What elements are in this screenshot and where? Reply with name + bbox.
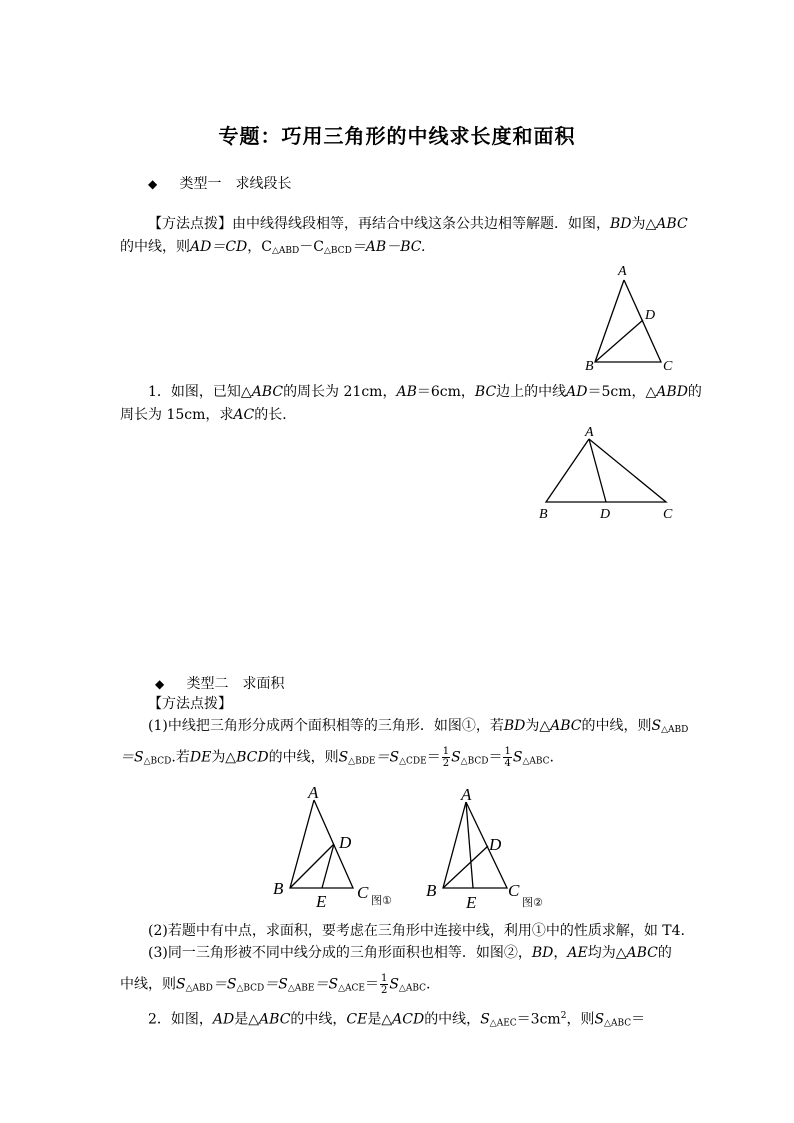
- vertex-label-a: A: [585, 425, 594, 440]
- vertex-label-e: E: [466, 893, 477, 912]
- tip-line-1: [148, 213, 688, 235]
- tip-text: 的: [657, 945, 672, 961]
- tip-text: 为△: [631, 216, 657, 232]
- bullet-icon: ◆: [148, 177, 158, 191]
- q-var: AD: [566, 384, 588, 400]
- tip-text: 为△: [211, 749, 237, 766]
- q-text: ＝5cm，△: [587, 384, 657, 400]
- tip-text: 均为△: [587, 945, 627, 961]
- subscript: △BCD: [323, 246, 352, 256]
- vertex-label-a: A: [461, 785, 472, 804]
- vertex-label-a: A: [618, 264, 627, 279]
- question-1-line-1: [148, 381, 702, 403]
- fraction-numerator: 1: [504, 746, 511, 757]
- vertex-label-c: C: [508, 881, 520, 900]
- tip-var: ABC: [656, 216, 688, 232]
- tip-var: S: [512, 749, 523, 766]
- subscript: △BCD: [236, 983, 265, 994]
- q-var: S: [480, 1011, 490, 1028]
- vertex-label-d: D: [339, 833, 352, 852]
- q-var: S: [594, 1011, 605, 1028]
- tip-var: BD: [503, 718, 526, 734]
- q-text: 的: [687, 384, 702, 400]
- tip-var: AE: [567, 945, 588, 961]
- tip-var: DE: [189, 749, 212, 766]
- fraction-denominator: 2: [380, 985, 388, 996]
- fraction-denominator: 2: [442, 758, 450, 769]
- bullet-icon: ◆: [155, 677, 165, 691]
- q-var: AC: [233, 407, 255, 423]
- tip2-line-2: [120, 746, 554, 773]
- tip-var: S: [338, 749, 349, 766]
- tip-head: 【方法点拨】: [148, 216, 232, 232]
- median-bd: [443, 846, 488, 888]
- q-text: 周长为 15cm，求: [120, 407, 234, 423]
- vertex-label-b: B: [426, 881, 437, 900]
- fraction: [442, 746, 450, 769]
- subscript: △ABD: [272, 246, 300, 256]
- tip-text: 由中线得线段相等，再结合中线这条公共边相等解题．如图，: [232, 216, 610, 232]
- tip-text: －C: [299, 239, 324, 255]
- section-type2: [155, 673, 285, 695]
- fraction: [503, 746, 511, 769]
- tip-var: S: [176, 976, 186, 993]
- triangle-outline: [546, 439, 666, 502]
- q-text: 的中线，: [424, 1011, 481, 1028]
- subscript: △ACE: [338, 983, 365, 994]
- subscript: △ABC: [522, 756, 550, 767]
- subscript: △ABD: [661, 725, 689, 735]
- figure-caption: 图②: [522, 896, 543, 909]
- tip-eq: ＝AB－BC.: [351, 239, 426, 255]
- subscript: △BCD: [143, 756, 172, 767]
- vertex-label-d: D: [645, 308, 656, 323]
- fraction: [380, 973, 388, 996]
- tip-text: ＝: [488, 749, 503, 766]
- tip-var: BCD: [236, 749, 269, 766]
- tip2-line-1: [148, 715, 688, 741]
- tip-var: BD: [610, 216, 632, 232]
- tip-var: ＝S: [264, 976, 288, 993]
- section-label: 类型一 求线段长: [179, 176, 292, 192]
- tip-text: (3)同一三角形被不同中线分成的三角形面积也相等．如图②，: [148, 945, 532, 961]
- vertex-label-c: C: [357, 883, 369, 902]
- subscript: △ABE: [287, 983, 315, 994]
- figure-tip-triangle: [575, 258, 685, 378]
- q-text: 是△: [234, 1011, 260, 1028]
- tip-var: S: [651, 718, 662, 734]
- tip-text: 的中线，则: [120, 239, 190, 255]
- vertex-label-c: C: [663, 359, 673, 374]
- figure-caption: 图①: [371, 894, 392, 907]
- tip-text: 中线，则: [120, 976, 176, 993]
- tip-text: ＝: [364, 976, 379, 993]
- median-line: [589, 439, 606, 502]
- subscript: △AEC: [489, 1018, 517, 1029]
- tip2-line-4: [148, 942, 672, 964]
- vertex-label-d: D: [600, 507, 611, 522]
- tip-var: ＝S: [212, 976, 237, 993]
- tip-var: ＝S: [120, 749, 144, 766]
- figure-1: [265, 780, 415, 915]
- q-var: CE: [346, 1011, 368, 1028]
- tip2-line-3: (2)若题中有中点，求面积，要考虑在三角形中连接中线，利用①中的性质求解，如 T4.: [148, 923, 685, 939]
- q-text: 是△: [367, 1011, 393, 1028]
- q-text: ，则: [566, 1011, 595, 1028]
- tip-eq: AD＝CD: [190, 239, 248, 255]
- vertex-label-c: C: [663, 507, 673, 522]
- q-text: 边上的中线: [496, 384, 567, 400]
- superscript: 2: [560, 1011, 567, 1021]
- fraction-numerator: 1: [380, 973, 388, 984]
- q-text: ＝: [631, 1011, 646, 1028]
- tip-text: ＝: [426, 749, 441, 766]
- q-text: 的中线，: [290, 1011, 347, 1028]
- tip2-line-5: [120, 973, 430, 1000]
- tip-var: BD: [531, 945, 554, 961]
- vertex-label-e: E: [316, 892, 327, 911]
- q-var: AD: [212, 1011, 235, 1028]
- vertex-label-b: B: [539, 507, 548, 522]
- tip-text: 为△: [525, 718, 551, 734]
- q-text: 的周长为 21cm，: [283, 384, 397, 400]
- q-text: ＝6cm，: [416, 384, 475, 400]
- tip-var: ＝S: [375, 749, 400, 766]
- subscript: △CDE: [399, 756, 427, 767]
- figure-q1-triangle: [530, 422, 690, 526]
- subscript: △ABC: [604, 1018, 632, 1029]
- tip-text: .若: [171, 749, 190, 766]
- q-text: ＝3cm: [516, 1011, 561, 1028]
- question-1-line-2: [120, 404, 296, 426]
- figure-2: [420, 780, 570, 915]
- tip-var: ＝S: [314, 976, 339, 993]
- q-text: 的长．: [254, 407, 297, 423]
- fraction-numerator: 1: [442, 746, 450, 757]
- q-var: BC: [474, 384, 497, 400]
- fraction-denominator: 4: [504, 758, 511, 769]
- tip-text: ，C: [247, 239, 272, 255]
- q-var: AB: [396, 384, 417, 400]
- vertex-label-d: D: [489, 835, 502, 854]
- tip-var: S: [389, 976, 399, 993]
- subscript: △ABD: [185, 983, 213, 994]
- tip-text: .: [426, 976, 431, 993]
- subscript: △ABC: [398, 983, 427, 994]
- vertex-label-a: A: [308, 783, 319, 802]
- tip-text: .: [549, 749, 554, 766]
- tip-var: ABC: [626, 945, 658, 961]
- q-var: ABD: [656, 384, 688, 400]
- tip-text: 的中线，则: [581, 718, 652, 734]
- subscript: △BCD: [460, 756, 489, 767]
- tip-head-2: 【方法点拨】: [148, 696, 232, 712]
- section-type1: [148, 173, 292, 195]
- tip-text: 的中线，则: [268, 749, 339, 766]
- tip-var: ABC: [550, 718, 582, 734]
- subscript: △BDE: [348, 756, 376, 767]
- page-title: 专题：巧用三角形的中线求长度和面积: [218, 124, 576, 148]
- question-2-line-1: [148, 1005, 645, 1035]
- tip-text: (1)中线把三角形分成两个面积相等的三角形．如图①，若: [148, 718, 504, 734]
- vertex-label-b: B: [273, 879, 284, 898]
- tip-line-2: [120, 236, 425, 262]
- tip-text: ，: [553, 945, 568, 961]
- q-text: 2．如图，: [148, 1011, 213, 1028]
- q-text: 1．如图，已知△: [148, 384, 252, 400]
- vertex-label-b: B: [585, 359, 594, 374]
- section-label: 类型二 求面积: [186, 676, 285, 692]
- q-var: ABC: [251, 384, 284, 400]
- q-var: ACD: [392, 1011, 425, 1028]
- q-var: ABC: [259, 1011, 291, 1028]
- tip-var: S: [451, 749, 461, 766]
